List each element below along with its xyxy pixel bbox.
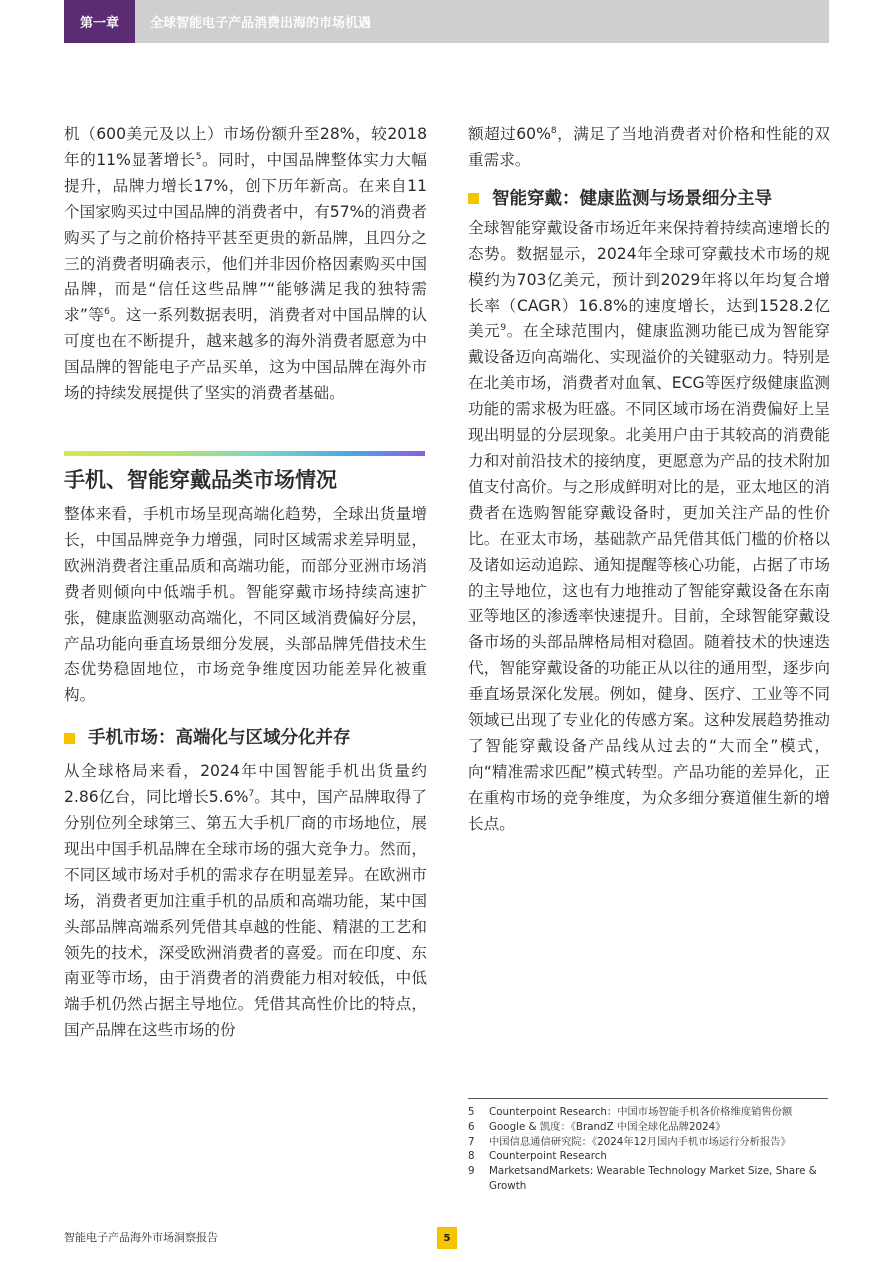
footnote-text: MarketsandMarkets: Wearable Technology Market Size, Share & Growth bbox=[489, 1165, 817, 1192]
bullet-square-icon bbox=[468, 193, 479, 204]
paragraph: 整体来看，手机市场呈现高端化趋势，全球出货量增长，中国品牌竞争力增强，同时区域需求差异明显，欧洲消费者注重品质和高端功能，而部分亚洲市场消费者则倾向中低端手机。智能穿戴市场持续高速扩张，健康监测驱动高端化，不同区域消费偏好分层，产品功能向垂直场景细分发展，头部品牌凭借技术生态优势稳固地位，市场竞争维度因功能差异化被重构。 bbox=[64, 504, 427, 705]
sub-heading-wearables bbox=[468, 184, 830, 214]
page-header bbox=[64, 0, 829, 43]
paragraph bbox=[64, 122, 427, 407]
footnote-text: 中国信息通信研究院：《2024年12月国内手机市场运行分析报告》 bbox=[489, 1135, 791, 1148]
section-divider bbox=[64, 451, 425, 456]
footnote-number: 6 bbox=[468, 1120, 475, 1133]
text-run: 。其中，国产品牌取得了分别位列全球第三、第五大手机厂商的市场地位，展现出中国手机品牌在全球市场的强大竞争力。然而，不同区域市场对手机的需求存在明显差异。在欧洲市场，消费者更加注重手机的品质和高端功能，某中国头部品牌高端系列凭借其卓越的性能、精湛的工艺和领先的技术，深受欧洲消费者的喜爱。而在印度、东南亚等市场，由于消费者的消费能力相对较低，中低端手机仍然占据主导地位。凭借其高性价比的特点，国产品牌在这些市场的份 bbox=[64, 788, 427, 1040]
footnote-item bbox=[468, 1135, 832, 1150]
footnote-ref[interactable]: 5 bbox=[195, 151, 202, 162]
footnote-ref[interactable]: 7 bbox=[248, 788, 255, 799]
text-run: 全球智能穿戴设备市场近年来保持着持续高速增长的态势。数据显示，2024年全球可穿戴技术市场的规模约为703亿美元，预计到2029年将以年均复合增长率（CAGR）16.8%的速度增长，达到1528.2亿美元 bbox=[468, 218, 830, 341]
text-run: 。同时，中国品牌整体实力大幅提升，品牌力增长17%，创下历年新高。在来自11个国家购买过中国品牌的消费者中，有57%的消费者购买了与之前价格持平甚至更贵的新品牌，且四分之三的消费者明确表示，他们并非因价格因素购买中国品牌，而是“信任这些品牌”“能够满足我的独特需求”等 bbox=[64, 150, 427, 325]
footnote-item bbox=[468, 1105, 832, 1120]
footnote-ref[interactable]: 8 bbox=[550, 125, 557, 136]
chapter-tag: 第一章 bbox=[64, 0, 135, 43]
footnote-item bbox=[468, 1120, 832, 1135]
paragraph bbox=[64, 759, 427, 1044]
chapter-title: 全球智能电子产品消费出海的市场机遇 bbox=[150, 16, 372, 31]
footnote-item bbox=[468, 1164, 832, 1194]
footnote-number: 5 bbox=[468, 1106, 475, 1118]
footnote-text: Google & 凯度：《BrandZ 中国全球化品牌2024》 bbox=[489, 1120, 726, 1133]
footnote-text: Counterpoint Research：中国市场智能手机各价格维度销售份额 bbox=[489, 1106, 793, 1118]
bullet-square-icon bbox=[64, 733, 75, 744]
footnote-ref[interactable]: 9 bbox=[500, 323, 507, 334]
text-run: 额超过60% bbox=[468, 125, 551, 143]
paragraph bbox=[468, 216, 830, 838]
footnote-item bbox=[468, 1149, 832, 1164]
footer-report-title: 智能电子产品海外市场洞察报告 bbox=[64, 1231, 218, 1244]
text-run: 。在全球范围内，健康监测功能已成为智能穿戴设备迈向高端化、实现溢价的关键驱动力。特别是在北美市场，消费者对血氧、ECG等医疗级健康监测功能的需求极为旺盛。不同区域市场在消费偏好上呈现出明显的分层现象。北美用户由于其较高的消费能力和对前沿技术的接纳度，更愿意为产品的技术附加值支付高价。与之形成鲜明对比的是，亚太地区的消费者在选购智能穿戴设备时，更加关注产品的性价比。在亚太市场，基础款产品凭借其低门槛的价格以及诸如运动追踪、通知提醒等核心功能，占据了市场的主导地位，这也有力地推动了智能穿戴设备在东南亚等地区的渗透率快速提升。目前，全球智能穿戴设备市场的头部品牌格局相对稳固。随着技术的快速迭代，智能穿戴设备的功能正从以往的通用型，逐步向垂直场景深化发展。例如，健身、医疗、工业等不同领域已出现了专业化的传感方案。这种发展趋势推动了智能穿戴设备产品线从过去的“大而全”模式，向“精准需求匹配”模式转型。产品功能的差异化，正在重构市场的竞争维度，为众多细分赛道催生新的增长点。 bbox=[468, 322, 830, 833]
left-column bbox=[64, 122, 427, 1044]
sub-heading-phone-market bbox=[64, 723, 427, 753]
text-run: 机（600美元及以上）市场份额升至28%，较2018年的11%显著增长 bbox=[64, 125, 427, 169]
text-run: 。这一系列数据表明，消费者对中国品牌的认可度也在不断提升，越来越多的海外消费者愿意为中国品牌的智能电子产品买单，这为中国品牌在海外市场的持续发展提供了坚实的消费者基础。 bbox=[64, 306, 427, 403]
right-column bbox=[468, 122, 830, 838]
footnotes bbox=[468, 1105, 832, 1194]
footnote-ref[interactable]: 6 bbox=[104, 307, 110, 318]
footnote-number: 9 bbox=[468, 1165, 475, 1178]
footnote-text: Counterpoint Research bbox=[489, 1150, 607, 1163]
section-title: 手机、智能穿戴品类市场情况 bbox=[64, 467, 337, 492]
footnote-number: 7 bbox=[468, 1135, 475, 1148]
footnote-divider bbox=[468, 1098, 828, 1099]
sub-heading-text: 手机市场：高端化与区域分化并存 bbox=[88, 728, 351, 749]
footnote-number: 8 bbox=[468, 1150, 475, 1163]
page-number: 5 bbox=[437, 1227, 457, 1249]
paragraph bbox=[468, 122, 830, 174]
text-run: ，满足了当地消费者对价格和性能的双重需求。 bbox=[468, 125, 830, 169]
sub-heading-text: 智能穿戴：健康监测与场景细分主导 bbox=[492, 188, 772, 209]
text-run: 从全球格局来看，2024年中国智能手机出货量约2.86亿台，同比增长5.6% bbox=[64, 762, 427, 807]
